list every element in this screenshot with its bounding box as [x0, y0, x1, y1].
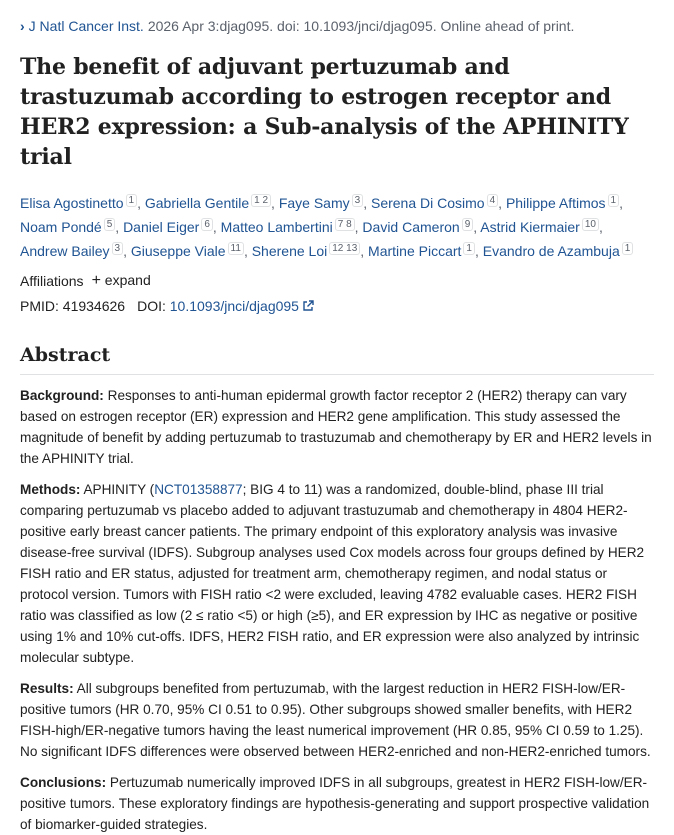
- methods-label: Methods:: [20, 482, 81, 497]
- author-link[interactable]: [252, 243, 361, 259]
- citation-line: [20, 16, 654, 36]
- affiliation-number[interactable]: 1: [622, 242, 634, 255]
- affiliation-number[interactable]: 5: [104, 218, 116, 231]
- author-link[interactable]: [20, 243, 123, 259]
- author-link[interactable]: [279, 195, 363, 211]
- author-name[interactable]: Noam Pondé: [20, 219, 102, 235]
- author-link[interactable]: [131, 243, 244, 259]
- author-name[interactable]: Serena Di Cosimo: [370, 195, 485, 211]
- author-separator: ,: [619, 195, 623, 211]
- author-link[interactable]: [362, 219, 473, 235]
- conclusions-label: Conclusions:: [20, 775, 107, 790]
- author-separator: ,: [243, 243, 252, 259]
- affiliation-number[interactable]: 6: [201, 218, 213, 231]
- affiliations-label[interactable]: Affiliations: [20, 273, 84, 289]
- author-separator: ,: [212, 219, 221, 235]
- affiliation-number[interactable]: 4: [487, 194, 499, 207]
- abstract-conclusions: [20, 772, 654, 835]
- author-link[interactable]: [221, 219, 355, 235]
- author-name[interactable]: Daniel Eiger: [123, 219, 200, 235]
- author-link[interactable]: [123, 219, 213, 235]
- author-name[interactable]: Giuseppe Viale: [130, 243, 226, 259]
- author-separator: ,: [474, 243, 483, 259]
- background-label: Background:: [20, 388, 104, 403]
- author-link[interactable]: [368, 243, 475, 259]
- author-separator: ,: [473, 219, 481, 235]
- author-name[interactable]: Evandro de Azambuja: [482, 243, 620, 259]
- results-text: All subgroups benefited from pertuzumab, with the largest reduction in HER2 FISH-low/ER-positive tumors (HR 0.70, 95% CI 0.51 to 0.95). Other subgroups showed smaller benefits, with HER2 FISH-high/ER-negative tumors having the least numerical improvement (HR 0.85, 95% CI 0.59 to 1.25). No significant IDFS differences were observed between HER2-enriched and non-HER2-enriched tumors.: [20, 681, 651, 759]
- external-link-icon[interactable]: [302, 300, 314, 312]
- author-name[interactable]: David Cameron: [362, 219, 460, 235]
- pmid-value: 41934626: [62, 298, 126, 314]
- author-separator: ,: [354, 219, 363, 235]
- affiliation-number[interactable]: 12 13: [329, 242, 360, 255]
- doi-link[interactable]: 10.1093/jnci/djag095: [169, 298, 299, 314]
- author-link[interactable]: [506, 195, 619, 211]
- author-name[interactable]: Gabriella Gentile: [144, 195, 250, 211]
- author-link[interactable]: [480, 219, 599, 235]
- author-name[interactable]: Sherene Loi: [251, 243, 328, 259]
- author-name[interactable]: Andrew Bailey: [20, 243, 110, 259]
- affiliation-number[interactable]: 1 2: [251, 194, 271, 207]
- pmid: [20, 298, 125, 314]
- pmid-label: PMID:: [20, 298, 59, 314]
- plus-icon: +: [91, 272, 101, 289]
- author-name[interactable]: Astrid Kiermaier: [480, 219, 580, 235]
- trial-registry-link[interactable]: NCT01358877: [154, 482, 243, 497]
- article-title: The benefit of adjuvant pertuzumab and trastuzumab according to estrogen receptor and HER2 expression: a Sub-analysis of the APHINITY trial: [20, 54, 629, 170]
- expand-label[interactable]: expand: [104, 272, 151, 288]
- author-separator: ,: [115, 219, 124, 235]
- affiliation-number[interactable]: 10: [582, 218, 599, 231]
- author-link[interactable]: [20, 195, 137, 211]
- author-link[interactable]: [483, 243, 634, 259]
- affiliation-number[interactable]: 1: [126, 194, 138, 207]
- author-link[interactable]: [20, 219, 115, 235]
- conclusions-text: Pertuzumab numerically improved IDFS in all subgroups, greatest in HER2 FISH-low/ER-positive tumors. These exploratory findings are hypothesis-generating and support prospective validation of biomarker-guided strategies.: [20, 775, 650, 832]
- affiliation-number[interactable]: 11: [228, 242, 244, 255]
- author-separator: ,: [137, 195, 145, 211]
- abstract-methods: [20, 479, 654, 668]
- author-name[interactable]: Faye Samy: [278, 195, 350, 211]
- affiliations-row[interactable]: [20, 272, 654, 290]
- author-list: [20, 190, 654, 262]
- author-separator: ,: [123, 243, 131, 259]
- methods-text-post: ; BIG 4 to 11) was a randomized, double-blind, phase III trial comparing pertuzumab vs placebo added to adjuvant trastuzumab and chemotherapy in 4804 HER2-positive early breast cancer patients. The primary endpoint of this exploratory analysis was invasive disease-free survival (IDFS). Subgroup analyses used Cox models across four groups defined by HER2 FISH ratio and ER status, adjusted for treatment arm, chemotherapy regimen, and nodal status or protocol version. Tumors with FISH ratio <2 were excluded, leaving 4782 evaluable cases. HER2 FISH ratio was classified as low (2 ≤ ratio <5) or high (≥5), and ER expression by IHC as negative or positive using 1% and 10% cut-offs. IDFS, HER2 FISH ratio, and ER expression were also analyzed by intrinsic molecular subtype.: [20, 482, 645, 665]
- results-label: Results:: [20, 681, 74, 696]
- methods-text-pre: APHINITY (: [83, 482, 155, 497]
- affiliation-number[interactable]: 1: [463, 242, 475, 255]
- author-name[interactable]: Elisa Agostinetto: [20, 195, 124, 211]
- affiliation-number[interactable]: 9: [462, 218, 474, 231]
- abstract-results: [20, 678, 654, 762]
- expand-toggle[interactable]: [92, 272, 151, 290]
- author-name[interactable]: Matteo Lambertini: [220, 219, 333, 235]
- chevron-right-icon[interactable]: ›: [20, 18, 25, 34]
- journal-link[interactable]: J Natl Cancer Inst.: [28, 18, 144, 34]
- affiliation-number[interactable]: 3: [352, 194, 364, 207]
- affiliation-number[interactable]: 3: [112, 242, 124, 255]
- doi: [137, 298, 314, 314]
- doi-label: DOI:: [137, 298, 166, 314]
- author-separator: ,: [271, 195, 279, 211]
- author-link[interactable]: [145, 195, 271, 211]
- author-name[interactable]: Martine Piccart: [368, 243, 462, 259]
- affiliation-number[interactable]: 7 8: [335, 218, 355, 231]
- citation-details: 2026 Apr 3:djag095. doi: 10.1093/jnci/djag095. Online ahead of print.: [147, 18, 575, 34]
- author-link[interactable]: [371, 195, 498, 211]
- abstract-heading: Abstract: [20, 344, 654, 375]
- background-text: Responses to anti-human epidermal growth factor receptor 2 (HER2) therapy can vary based on estrogen receptor (ER) expression and HER2 gene amplification. This study assessed the magnitude of benefit by adding pertuzumab to trastuzumab and chemotherapy by ER and HER2 levels in the APHINITY trial.: [20, 388, 652, 466]
- author-separator: ,: [363, 195, 371, 211]
- author-name[interactable]: Philippe Aftimos: [505, 195, 606, 211]
- affiliation-number[interactable]: 1: [608, 194, 620, 207]
- abstract-background: [20, 385, 654, 469]
- author-separator: ,: [498, 195, 506, 211]
- author-separator: ,: [360, 243, 369, 259]
- author-separator: ,: [598, 219, 603, 235]
- identifiers-row: [20, 298, 654, 314]
